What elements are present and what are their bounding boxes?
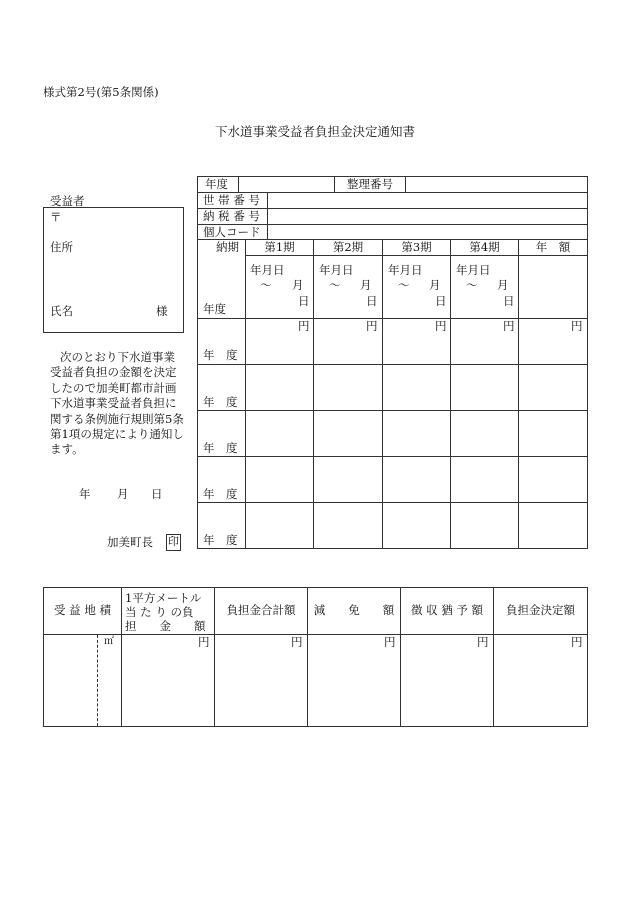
recipient-label: 受益者 <box>50 194 85 208</box>
notice-line: 次のとおり下水道事業 <box>60 350 175 364</box>
date-day: 日 <box>503 294 515 308</box>
col-deferral: 徴 収 猶 予 額 <box>410 603 484 617</box>
date-start: 年月日 <box>319 263 354 277</box>
date-month: 月 <box>117 487 129 501</box>
date-tilde: ～ <box>329 278 341 292</box>
date-tilde: ～ <box>260 278 272 292</box>
notice-line: 受益者負担の金額を決定 <box>50 365 177 380</box>
reference-no-label: 整理番号 <box>347 177 393 191</box>
yen-unit: 円 <box>366 319 378 333</box>
household-no-label: 世 帯 番 号 <box>203 193 260 207</box>
notice-line: 下水道事業受益者負担に <box>50 396 177 411</box>
yen-unit: 円 <box>291 635 303 649</box>
sqm-unit: ㎡ <box>104 636 114 647</box>
yen-unit: 円 <box>435 319 447 333</box>
date-day: 日 <box>435 294 447 308</box>
taxpayer-no-label: 納 税 番 号 <box>203 209 260 223</box>
date-month: 月 <box>497 278 509 292</box>
yen-unit: 円 <box>477 635 489 649</box>
date-day: 日 <box>366 294 378 308</box>
document-title: 下水道事業受益者負担金決定通知書 <box>214 124 415 139</box>
year-column-label: 年度 <box>203 302 226 316</box>
notice-line: したので加美町都市計画 <box>50 380 177 395</box>
notice-line: 第1項の規定により通知し <box>50 427 184 442</box>
date-tilde: ～ <box>466 278 478 292</box>
name-label: 氏名 <box>50 304 73 318</box>
period-4-header: 第4期 <box>469 240 500 254</box>
form-number: 様式第2号(第5条関係) <box>43 85 159 99</box>
rate-line: 当 た り の負 <box>125 605 194 619</box>
date-start: 年月日 <box>250 263 285 277</box>
period-1-header: 第1期 <box>264 240 295 254</box>
personal-code-label: 個人コード <box>203 225 261 239</box>
due-column-label: 納期 <box>216 240 239 254</box>
honorific: 様 <box>156 304 168 318</box>
yen-unit: 円 <box>384 635 396 649</box>
col-decided-amount: 負担金決定額 <box>506 603 575 617</box>
period-2-header: 第2期 <box>332 240 364 254</box>
postal-mark: 〒 <box>50 210 62 224</box>
yen-unit: 円 <box>298 319 310 333</box>
rate-line: 1平方メートル <box>125 591 202 605</box>
annual-amount-header: 年 額 <box>535 240 571 254</box>
period-3-header: 第3期 <box>401 240 432 254</box>
year-row-label: 年 度 <box>203 533 238 547</box>
notice-line: 関する条例施行規則第5条 <box>50 411 184 426</box>
yen-unit: 円 <box>198 635 210 649</box>
seal-char: 印 <box>168 535 179 548</box>
date-month: 月 <box>429 278 441 292</box>
year-row-label: 年 度 <box>203 487 238 501</box>
date-day: 日 <box>298 294 310 308</box>
date-start: 年月日 <box>388 263 423 277</box>
address-label: 住所 <box>50 240 73 254</box>
area-divider <box>97 635 98 726</box>
yen-unit: 円 <box>571 635 583 649</box>
fiscal-year-label: 年度 <box>205 177 228 191</box>
col-total-charge: 負担金合計額 <box>226 603 296 617</box>
date-month: 月 <box>360 278 372 292</box>
date-month: 月 <box>292 278 304 292</box>
col-reduction: 減 免 額 <box>313 603 395 617</box>
notice-line: ます。 <box>50 442 84 457</box>
mayor-label: 加美町長 <box>107 535 153 549</box>
year-row-label: 年 度 <box>203 395 238 409</box>
date-year: 年 <box>79 487 91 501</box>
date-tilde: ～ <box>398 278 410 292</box>
date-day: 日 <box>151 487 163 501</box>
year-row-label: 年 度 <box>203 441 238 455</box>
notice-text <box>50 350 198 458</box>
yen-unit: 円 <box>571 319 583 333</box>
yen-unit: 円 <box>503 319 515 333</box>
date-start: 年月日 <box>456 263 491 277</box>
col-benefit-area: 受 益 地 積 <box>54 603 111 617</box>
year-row-label: 年 度 <box>203 348 238 362</box>
rate-line: 担 金 額 <box>125 619 206 633</box>
col-rate-per-sqm <box>125 591 213 633</box>
